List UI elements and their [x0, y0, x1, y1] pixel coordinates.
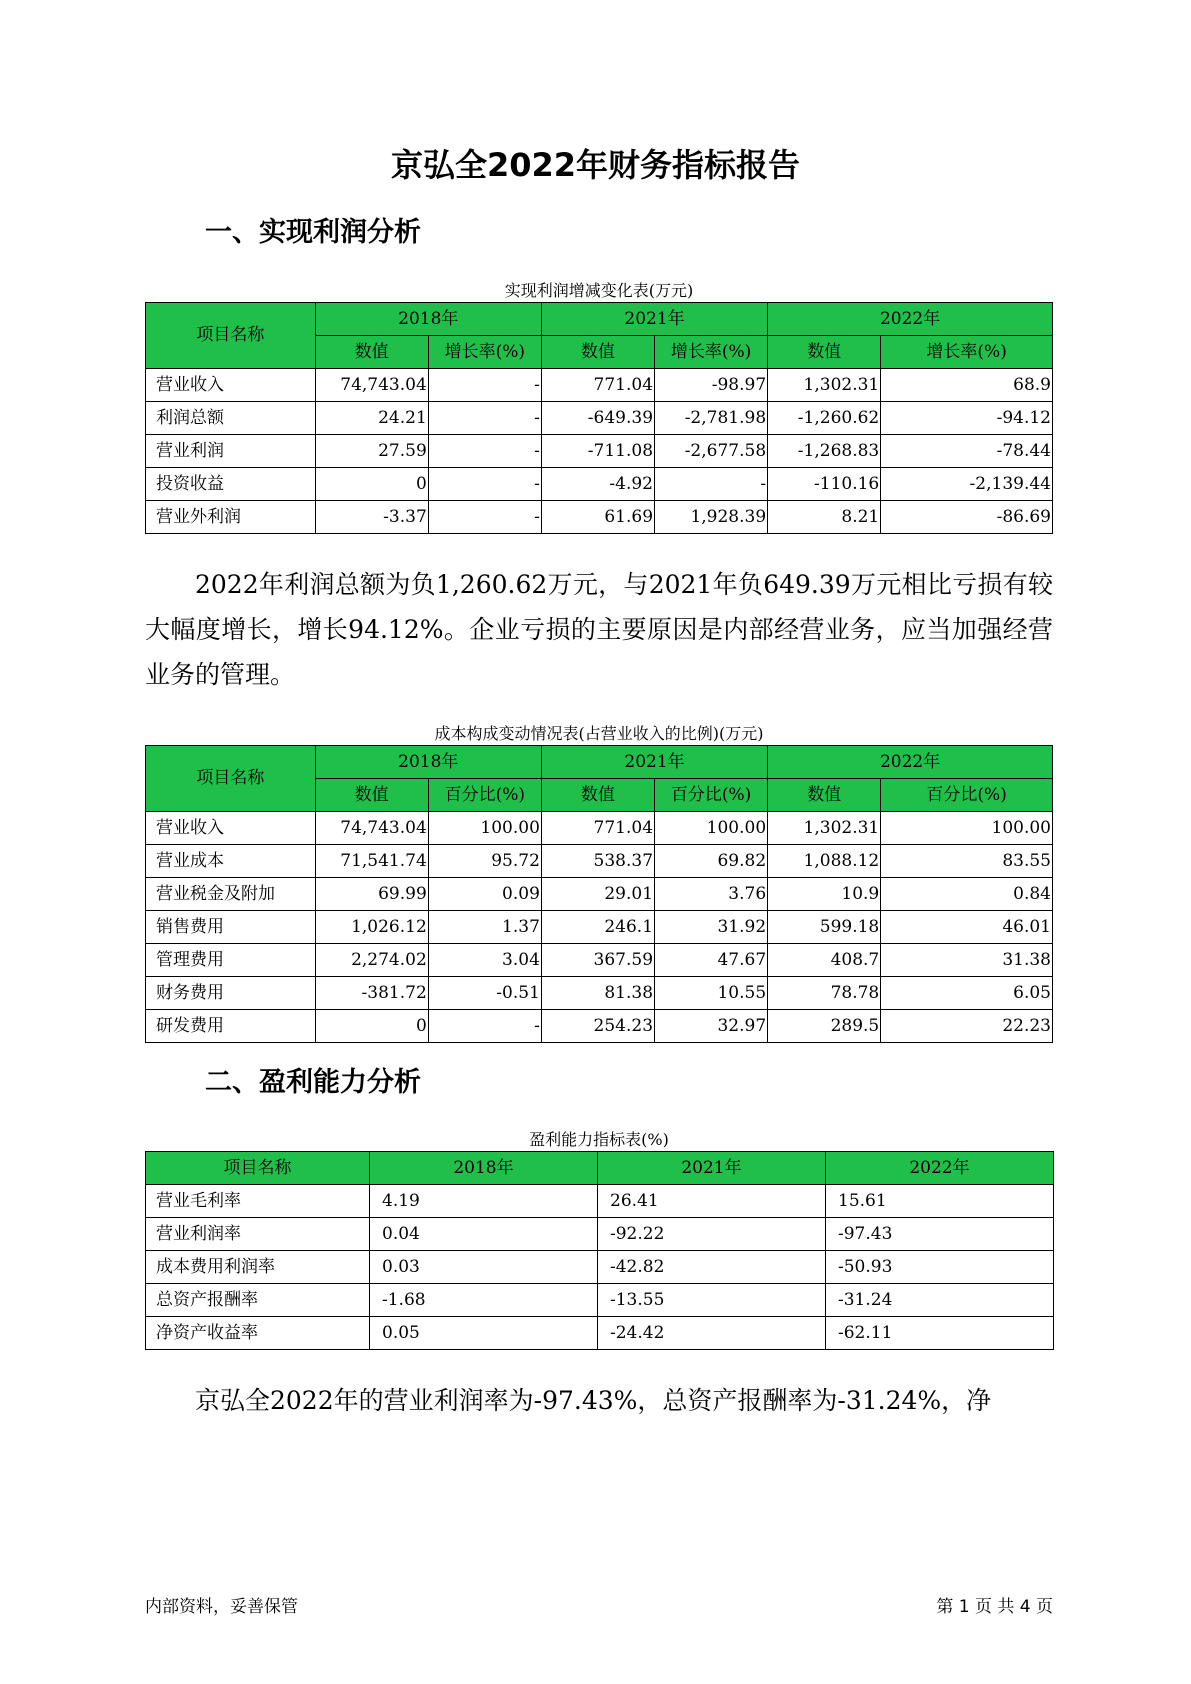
value-cell: 100.00 — [655, 812, 768, 845]
header-year: 2022年 — [826, 1152, 1054, 1185]
table-row — [146, 1185, 1054, 1218]
value-cell: -13.55 — [598, 1284, 826, 1317]
value-cell: 10.55 — [655, 977, 768, 1010]
value-cell: 0.05 — [370, 1317, 598, 1350]
value-cell: 31.92 — [655, 911, 768, 944]
value-cell: 0 — [315, 1010, 428, 1043]
value-cell: -2,781.98 — [655, 402, 768, 435]
value-cell: 74,743.04 — [315, 369, 428, 402]
subheader-growth: 增长率(%) — [655, 336, 768, 369]
header-year: 2022年 — [768, 303, 1053, 336]
value-cell: 71,541.74 — [315, 845, 428, 878]
subheader-growth: 增长率(%) — [881, 336, 1053, 369]
value-cell: - — [428, 468, 541, 501]
value-cell: 0.84 — [881, 878, 1053, 911]
value-cell: 61.69 — [541, 501, 654, 534]
value-cell: 69.99 — [315, 878, 428, 911]
row-label-cell: 财务费用 — [146, 977, 316, 1010]
table-row — [146, 1284, 1054, 1317]
value-cell: 46.01 — [881, 911, 1053, 944]
value-cell: -1,268.83 — [768, 435, 881, 468]
subheader-value: 数值 — [541, 779, 654, 812]
table-row — [146, 369, 1053, 402]
value-cell: 83.55 — [881, 845, 1053, 878]
table-row — [146, 911, 1053, 944]
value-cell: -97.43 — [826, 1218, 1054, 1251]
value-cell: -1.68 — [370, 1284, 598, 1317]
table-row — [146, 468, 1053, 501]
value-cell: -78.44 — [881, 435, 1053, 468]
value-cell: -62.11 — [826, 1317, 1054, 1350]
header-year: 2021年 — [541, 746, 767, 779]
value-cell: - — [655, 468, 768, 501]
value-cell: - — [428, 501, 541, 534]
value-cell: 246.1 — [541, 911, 654, 944]
table-row — [146, 812, 1053, 845]
value-cell: 74,743.04 — [315, 812, 428, 845]
value-cell: 68.9 — [881, 369, 1053, 402]
header-item-name: 项目名称 — [146, 303, 316, 369]
profitability-indicator-table — [145, 1151, 1054, 1350]
value-cell: 0.04 — [370, 1218, 598, 1251]
row-label-cell: 成本费用利润率 — [146, 1251, 370, 1284]
row-label-cell: 营业成本 — [146, 845, 316, 878]
value-cell: 254.23 — [541, 1010, 654, 1043]
value-cell: -2,677.58 — [655, 435, 768, 468]
value-cell: -711.08 — [541, 435, 654, 468]
header-year: 2021年 — [598, 1152, 826, 1185]
value-cell: 47.67 — [655, 944, 768, 977]
value-cell: - — [428, 1010, 541, 1043]
value-cell: 0.09 — [428, 878, 541, 911]
section-heading-profitability: 二、盈利能力分析 — [205, 1067, 421, 1098]
header-year: 2021年 — [541, 303, 767, 336]
value-cell: 1,928.39 — [655, 501, 768, 534]
value-cell: -86.69 — [881, 501, 1053, 534]
header-year: 2018年 — [315, 303, 541, 336]
row-label-cell: 营业收入 — [146, 369, 316, 402]
header-item-name: 项目名称 — [146, 746, 316, 812]
table-row — [146, 435, 1053, 468]
value-cell: -381.72 — [315, 977, 428, 1010]
row-label-cell: 营业毛利率 — [146, 1185, 370, 1218]
profit-change-table — [145, 302, 1053, 534]
value-cell: 8.21 — [768, 501, 881, 534]
value-cell: 538.37 — [541, 845, 654, 878]
table-row — [146, 977, 1053, 1010]
profit-analysis-paragraph: 2022年利润总额为负1,260.62万元，与2021年负649.39万元相比亏损有较大幅度增长，增长94.12%。企业亏损的主要原因是内部经营业务，应当加强经营业务的管理。 — [145, 570, 1053, 689]
profitability-paragraph: 京弘全2022年的营业利润率为-97.43%，总资产报酬率为-31.24%，净 — [195, 1386, 992, 1415]
value-cell: 69.82 — [655, 845, 768, 878]
value-cell: 408.7 — [768, 944, 881, 977]
value-cell: 4.19 — [370, 1185, 598, 1218]
row-label-cell: 营业外利润 — [146, 501, 316, 534]
subheader-percent: 百分比(%) — [428, 779, 541, 812]
row-label-cell: 管理费用 — [146, 944, 316, 977]
header-year: 2022年 — [768, 746, 1053, 779]
value-cell: 0.03 — [370, 1251, 598, 1284]
header-item-name: 项目名称 — [146, 1152, 370, 1185]
value-cell: 81.38 — [541, 977, 654, 1010]
value-cell: 26.41 — [598, 1185, 826, 1218]
subheader-percent: 百分比(%) — [655, 779, 768, 812]
subheader-growth: 增长率(%) — [428, 336, 541, 369]
value-cell: -0.51 — [428, 977, 541, 1010]
report-title: 京弘全2022年财务指标报告 — [390, 146, 801, 184]
value-cell: 1,026.12 — [315, 911, 428, 944]
table-row — [146, 1010, 1053, 1043]
value-cell: 771.04 — [541, 812, 654, 845]
table-row — [146, 1251, 1054, 1284]
subheader-value: 数值 — [541, 336, 654, 369]
header-year: 2018年 — [315, 746, 541, 779]
subheader-percent: 百分比(%) — [881, 779, 1053, 812]
value-cell: 3.76 — [655, 878, 768, 911]
value-cell: 1,302.31 — [768, 812, 881, 845]
value-cell: -94.12 — [881, 402, 1053, 435]
value-cell: 32.97 — [655, 1010, 768, 1043]
value-cell: -110.16 — [768, 468, 881, 501]
value-cell: 27.59 — [315, 435, 428, 468]
value-cell: 15.61 — [826, 1185, 1054, 1218]
value-cell: -92.22 — [598, 1218, 826, 1251]
table-row — [146, 878, 1053, 911]
section-heading-profit: 一、实现利润分析 — [205, 217, 421, 248]
value-cell: 22.23 — [881, 1010, 1053, 1043]
value-cell: -42.82 — [598, 1251, 826, 1284]
subheader-value: 数值 — [315, 336, 428, 369]
table-row — [146, 501, 1053, 534]
value-cell: 2,274.02 — [315, 944, 428, 977]
value-cell: 100.00 — [881, 812, 1053, 845]
value-cell: 367.59 — [541, 944, 654, 977]
row-label-cell: 研发费用 — [146, 1010, 316, 1043]
cost-structure-table — [145, 745, 1053, 1043]
row-label-cell: 销售费用 — [146, 911, 316, 944]
footer-page-number: 第 1 页 共 4 页 — [936, 1597, 1053, 1617]
value-cell: 289.5 — [768, 1010, 881, 1043]
value-cell: - — [428, 435, 541, 468]
value-cell: -649.39 — [541, 402, 654, 435]
value-cell: 100.00 — [428, 812, 541, 845]
row-label-cell: 营业收入 — [146, 812, 316, 845]
table-row — [146, 944, 1053, 977]
row-label-cell: 营业利润 — [146, 435, 316, 468]
table-row — [146, 845, 1053, 878]
value-cell: -2,139.44 — [881, 468, 1053, 501]
value-cell: -31.24 — [826, 1284, 1054, 1317]
value-cell: 24.21 — [315, 402, 428, 435]
table1-body — [146, 369, 1053, 534]
value-cell: 1.37 — [428, 911, 541, 944]
value-cell: 6.05 — [881, 977, 1053, 1010]
table-row — [146, 402, 1053, 435]
value-cell: 1,088.12 — [768, 845, 881, 878]
value-cell: 10.9 — [768, 878, 881, 911]
row-label-cell: 净资产收益率 — [146, 1317, 370, 1350]
value-cell: 29.01 — [541, 878, 654, 911]
value-cell: 0 — [315, 468, 428, 501]
subheader-value: 数值 — [768, 779, 881, 812]
value-cell: -1,260.62 — [768, 402, 881, 435]
value-cell: - — [428, 402, 541, 435]
value-cell: -98.97 — [655, 369, 768, 402]
value-cell: - — [428, 369, 541, 402]
header-year: 2018年 — [370, 1152, 598, 1185]
table-row — [146, 1317, 1054, 1350]
value-cell: 771.04 — [541, 369, 654, 402]
value-cell: -4.92 — [541, 468, 654, 501]
footer-confidential-note: 内部资料，妥善保管 — [145, 1597, 298, 1617]
table1-caption: 实现利润增减变化表(万元) — [504, 281, 694, 300]
value-cell: 3.04 — [428, 944, 541, 977]
value-cell: -3.37 — [315, 501, 428, 534]
value-cell: 78.78 — [768, 977, 881, 1010]
value-cell: -50.93 — [826, 1251, 1054, 1284]
row-label-cell: 利润总额 — [146, 402, 316, 435]
subheader-value: 数值 — [315, 779, 428, 812]
value-cell: 95.72 — [428, 845, 541, 878]
value-cell: 31.38 — [881, 944, 1053, 977]
row-label-cell: 总资产报酬率 — [146, 1284, 370, 1317]
value-cell: -24.42 — [598, 1317, 826, 1350]
table3-caption: 盈利能力指标表(%) — [529, 1130, 669, 1149]
table2-body — [146, 812, 1053, 1043]
table2-caption: 成本构成变动情况表(占营业收入的比例)(万元) — [434, 724, 764, 743]
subheader-value: 数值 — [768, 336, 881, 369]
row-label-cell: 营业税金及附加 — [146, 878, 316, 911]
row-label-cell: 投资收益 — [146, 468, 316, 501]
value-cell: 1,302.31 — [768, 369, 881, 402]
table3-body — [146, 1185, 1054, 1350]
table-row — [146, 1218, 1054, 1251]
value-cell: 599.18 — [768, 911, 881, 944]
row-label-cell: 营业利润率 — [146, 1218, 370, 1251]
